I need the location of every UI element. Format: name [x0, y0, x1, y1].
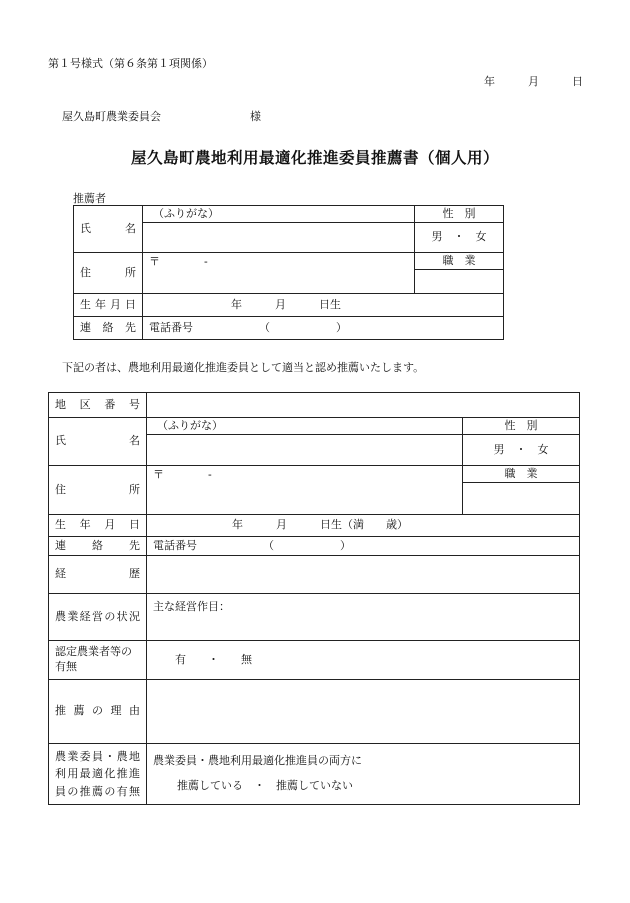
- recommender-phone-parens: （ ）: [259, 320, 347, 334]
- candidate-phone-label: 電話番号: [153, 538, 197, 552]
- recommender-gender-label: 性 別: [415, 206, 504, 223]
- candidate-table: [48, 392, 580, 805]
- date-year: 年: [484, 75, 495, 88]
- form-number: 第１号様式（第６条第１項関係）: [48, 57, 213, 70]
- recommender-address-label: 住 所: [74, 253, 143, 294]
- candidate-contact-label: 連絡先: [49, 537, 147, 556]
- candidate-dual-field[interactable]: [147, 744, 580, 805]
- candidate-birthdate-label: 生年月日: [49, 515, 147, 537]
- intro-text: 下記の者は、農地利用最適化推進委員として適当と認め推薦いたします。: [62, 361, 425, 374]
- addressee: 屋久島町農業委員会: [62, 110, 161, 123]
- recommender-contact-field[interactable]: [143, 317, 504, 340]
- candidate-phone-parens: （ ）: [263, 538, 351, 552]
- recommender-phone-label: 電話番号: [149, 320, 193, 334]
- candidate-postal-mark: 〒 -: [153, 468, 212, 481]
- candidate-dual-line1: 農業委員・農地利用最適化推進員の両方に: [153, 754, 362, 768]
- candidate-reason-field[interactable]: [147, 680, 580, 744]
- honorific: 様: [250, 110, 261, 123]
- candidate-address-field[interactable]: [147, 466, 463, 515]
- recommender-furigana-label: （ふりがな）: [143, 206, 415, 223]
- date-month: 月: [528, 75, 539, 88]
- recommender-occupation-label: 職 業: [415, 253, 504, 270]
- candidate-occupation-field[interactable]: [463, 483, 580, 515]
- candidate-occupation-label: 職 業: [463, 466, 580, 483]
- candidate-dual-label: 農業委員・農地利用最適化推進員の推薦の有無: [49, 744, 147, 805]
- recommender-table: [73, 205, 504, 340]
- candidate-contact-field[interactable]: [147, 537, 580, 556]
- recommender-postal-mark: 〒 -: [149, 255, 208, 268]
- candidate-certified-options[interactable]: 有 ・ 無: [147, 641, 580, 680]
- candidate-district-label: 地区番号: [49, 393, 147, 418]
- recommender-birthdate-label: 生 年 月 日: [74, 294, 143, 317]
- document-title: 屋久島町農地利用最適化推進委員推薦書（個人用）: [130, 148, 499, 167]
- candidate-reason-label: 推薦の理由: [49, 680, 147, 744]
- candidate-main-crops-label: 主な経営作目：: [153, 600, 230, 613]
- recommender-section-label: 推薦者: [73, 192, 106, 205]
- date-day: 日: [572, 75, 583, 88]
- recommender-address-field[interactable]: [143, 253, 415, 294]
- recommender-contact-label: 連 絡 先: [74, 317, 143, 340]
- candidate-district-field[interactable]: [147, 393, 580, 418]
- candidate-certified-label: 認定農業者等の有無: [49, 641, 147, 680]
- candidate-gender-label: 性 別: [463, 418, 580, 435]
- recommender-occupation-field[interactable]: [415, 270, 504, 294]
- candidate-career-label: 経 歴: [49, 556, 147, 594]
- candidate-dual-options[interactable]: 推薦している ・ 推薦していない: [177, 779, 353, 792]
- candidate-gender-options[interactable]: 男 ・ 女: [463, 435, 580, 466]
- recommender-birthdate-field[interactable]: 年 月 日生: [143, 294, 504, 317]
- candidate-farming-field[interactable]: [147, 594, 580, 641]
- candidate-farming-label: 農業経営の状況: [49, 594, 147, 641]
- candidate-furigana-label: （ふりがな）: [147, 418, 463, 435]
- recommender-name-label: 氏 名: [74, 206, 143, 253]
- candidate-name-field[interactable]: [147, 435, 463, 466]
- recommender-name-field[interactable]: [143, 223, 415, 253]
- candidate-career-field[interactable]: [147, 556, 580, 594]
- candidate-name-label: 氏 名: [49, 418, 147, 466]
- candidate-address-label: 住 所: [49, 466, 147, 515]
- recommender-gender-options[interactable]: 男 ・ 女: [415, 223, 504, 253]
- candidate-birthdate-field[interactable]: 年 月 日生（満 歳）: [147, 515, 580, 537]
- date-line: [484, 73, 583, 89]
